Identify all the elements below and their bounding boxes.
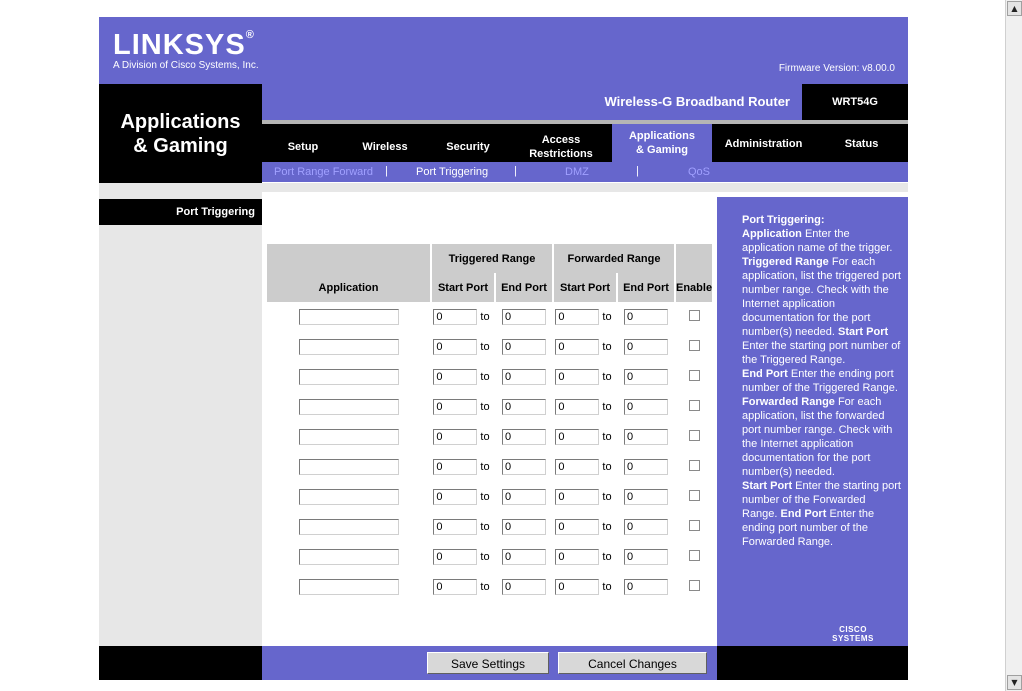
subnav-separator: | — [636, 165, 639, 177]
forwarded-start-port-input[interactable] — [555, 579, 599, 595]
forwarded-end-port-input[interactable] — [624, 339, 668, 355]
triggered-end-port-input[interactable] — [502, 429, 546, 445]
tab-applications-gaming[interactable]: Applications & Gaming — [612, 124, 712, 162]
help-term: Start Port — [838, 326, 889, 338]
router-admin-page — [99, 17, 908, 680]
scroll-down-icon[interactable]: ▼ — [1007, 675, 1022, 690]
forwarded-start-port-input[interactable] — [555, 339, 599, 355]
table-body — [267, 302, 712, 602]
application-name-input[interactable] — [299, 339, 399, 355]
help-description: Enter the ending port number of the Forwarded Range. — [742, 508, 875, 548]
to-label: to — [480, 461, 490, 473]
tab-setup[interactable]: Setup — [287, 141, 319, 153]
triggered-end-port-input[interactable] — [502, 309, 546, 325]
triggered-end-port-input[interactable] — [502, 459, 546, 475]
help-term: End Port — [780, 508, 827, 520]
triggered-range-header: Triggered Range — [432, 244, 552, 273]
to-label: to — [602, 491, 612, 503]
application-name-input[interactable] — [299, 459, 399, 475]
triggered-end-header: End Port — [496, 273, 552, 302]
help-term: Forwarded Range — [742, 396, 835, 408]
to-label: to — [480, 401, 490, 413]
table-header-blank — [267, 244, 430, 273]
header-banner — [99, 17, 908, 84]
subnav-port-range-forward[interactable]: Port Range Forward — [274, 166, 374, 178]
application-name-input[interactable] — [299, 549, 399, 565]
triggered-start-port-input[interactable] — [433, 369, 477, 385]
help-description: For each application, list the forwarded port number range. Check with the Internet application documentation for the port number(s) needed. — [742, 396, 893, 478]
content-area — [262, 192, 717, 646]
enable-checkbox[interactable] — [689, 400, 700, 411]
help-term: Application — [742, 228, 802, 240]
help-description: Enter the starting port number of the Forwarded Range. — [742, 480, 901, 520]
section-title: Applications & Gaming — [99, 84, 262, 183]
subnav-separator: | — [514, 165, 517, 177]
table-header-blank — [676, 244, 712, 273]
subnav-qos[interactable]: QoS — [688, 166, 711, 178]
forwarded-end-port-input[interactable] — [624, 549, 668, 565]
left-column — [99, 183, 262, 646]
to-label: to — [480, 581, 490, 593]
port-triggering-table — [265, 244, 714, 602]
sub-navigation — [262, 162, 908, 182]
enable-header: Enable — [676, 273, 712, 302]
content-top-strip — [262, 183, 908, 192]
triggered-start-header: Start Port — [432, 273, 494, 302]
to-label: to — [602, 311, 612, 323]
triggered-start-port-input[interactable] — [433, 489, 477, 505]
linksys-logo: LINKSYS® — [113, 29, 255, 61]
to-label: to — [480, 311, 490, 323]
table-row — [267, 452, 712, 482]
help-term: Start Port — [742, 480, 793, 492]
enable-checkbox[interactable] — [689, 520, 700, 531]
application-name-input[interactable] — [299, 399, 399, 415]
enable-checkbox[interactable] — [689, 550, 700, 561]
tab-security[interactable]: Security — [446, 141, 490, 153]
tab-status[interactable]: Status — [844, 138, 879, 150]
forwarded-start-port-input[interactable] — [555, 399, 599, 415]
triggered-start-port-input[interactable] — [433, 549, 477, 565]
triggered-end-port-input[interactable] — [502, 339, 546, 355]
triggered-start-port-input[interactable] — [433, 309, 477, 325]
to-label: to — [480, 551, 490, 563]
left-section-label: Port Triggering — [99, 199, 262, 225]
subnav-port-triggering[interactable]: Port Triggering — [416, 166, 489, 178]
help-text — [742, 213, 904, 549]
triggered-end-port-input[interactable] — [502, 579, 546, 595]
forwarded-start-port-input[interactable] — [555, 459, 599, 475]
to-label: to — [480, 371, 490, 383]
help-description: Enter the application name of the trigger. — [742, 228, 893, 254]
application-name-input[interactable] — [299, 309, 399, 325]
forwarded-start-header: Start Port — [554, 273, 616, 302]
enable-checkbox[interactable] — [689, 310, 700, 321]
enable-checkbox[interactable] — [689, 430, 700, 441]
vertical-scrollbar[interactable] — [1005, 0, 1022, 691]
triggered-start-port-input[interactable] — [433, 579, 477, 595]
forwarded-end-port-input[interactable] — [624, 489, 668, 505]
help-description: Enter the ending port number of the Triggered Range. — [742, 368, 898, 394]
triggered-start-port-input[interactable] — [433, 459, 477, 475]
table-row — [267, 332, 712, 362]
tab-administration[interactable]: Administration — [724, 138, 803, 150]
save-settings-button[interactable]: Save Settings — [427, 652, 549, 674]
triggered-start-port-input[interactable] — [433, 429, 477, 445]
to-label: to — [602, 401, 612, 413]
enable-checkbox[interactable] — [689, 460, 700, 471]
product-bar — [262, 84, 802, 120]
table-row — [267, 482, 712, 512]
application-name-input[interactable] — [299, 369, 399, 385]
forwarded-end-port-input[interactable] — [624, 399, 668, 415]
table-row — [267, 542, 712, 572]
application-name-input[interactable] — [299, 429, 399, 445]
help-description: For each application, list the triggered port number range. Check with the Internet application documentation for the port number(s) needed. — [742, 256, 901, 338]
table-row — [267, 512, 712, 542]
to-label: to — [602, 371, 612, 383]
forwarded-start-port-input[interactable] — [555, 549, 599, 565]
tab-wireless[interactable]: Wireless — [362, 141, 408, 153]
triggered-end-port-input[interactable] — [502, 399, 546, 415]
cisco-logo: CISCO SYSTEMS — [817, 613, 889, 663]
to-label: to — [480, 341, 490, 353]
scroll-up-icon[interactable]: ▲ — [1007, 1, 1022, 16]
forwarded-end-port-input[interactable] — [624, 429, 668, 445]
product-name: Wireless-G Broadband Router — [604, 94, 790, 109]
to-label: to — [480, 491, 490, 503]
enable-checkbox[interactable] — [689, 340, 700, 351]
to-label: to — [602, 431, 612, 443]
model-label: WRT54G — [802, 84, 908, 120]
application-name-input[interactable] — [299, 579, 399, 595]
forwarded-start-port-input[interactable] — [555, 369, 599, 385]
application-name-input[interactable] — [299, 519, 399, 535]
cancel-changes-button[interactable]: Cancel Changes — [558, 652, 707, 674]
table-row — [267, 392, 712, 422]
triggered-end-port-input[interactable] — [502, 549, 546, 565]
main-tabs — [262, 124, 908, 162]
forwarded-start-port-input[interactable] — [555, 519, 599, 535]
to-label: to — [602, 521, 612, 533]
footer-button-bar — [262, 646, 717, 680]
to-label: to — [602, 461, 612, 473]
to-label: to — [602, 341, 612, 353]
enable-checkbox[interactable] — [689, 490, 700, 501]
help-description: Enter the starting port number of the Triggered Range. — [742, 340, 901, 366]
table-row — [267, 362, 712, 392]
forwarded-end-header: End Port — [618, 273, 674, 302]
application-name-input[interactable] — [299, 489, 399, 505]
table-row — [267, 422, 712, 452]
forwarded-start-port-input[interactable] — [555, 309, 599, 325]
tab-access-restrictions[interactable]: Access Restrictions — [529, 134, 593, 160]
triggered-end-port-input[interactable] — [502, 489, 546, 505]
help-panel — [717, 197, 908, 646]
forwarded-start-port-input[interactable] — [555, 429, 599, 445]
triggered-end-port-input[interactable] — [502, 369, 546, 385]
table-row — [267, 572, 712, 602]
forwarded-end-port-input[interactable] — [624, 309, 668, 325]
forwarded-end-port-input[interactable] — [624, 579, 668, 595]
firmware-version: Firmware Version: v8.00.0 — [778, 63, 895, 74]
to-label: to — [602, 581, 612, 593]
triggered-start-port-input[interactable] — [433, 339, 477, 355]
forwarded-range-header: Forwarded Range — [554, 244, 674, 273]
help-term: End Port — [742, 368, 788, 380]
forwarded-end-port-input[interactable] — [624, 519, 668, 535]
subnav-dmz[interactable]: DMZ — [565, 166, 589, 178]
triggered-start-port-input[interactable] — [433, 399, 477, 415]
table-row — [267, 302, 712, 332]
triggered-start-port-input[interactable] — [433, 519, 477, 535]
to-label: to — [480, 431, 490, 443]
forwarded-start-port-input[interactable] — [555, 489, 599, 505]
to-label: to — [480, 521, 490, 533]
enable-checkbox[interactable] — [689, 580, 700, 591]
enable-checkbox[interactable] — [689, 370, 700, 381]
help-term: Triggered Range — [742, 256, 829, 268]
logo-subtitle: A Division of Cisco Systems, Inc. — [113, 60, 259, 71]
to-label: to — [602, 551, 612, 563]
forwarded-end-port-input[interactable] — [624, 459, 668, 475]
forwarded-end-port-input[interactable] — [624, 369, 668, 385]
triggered-end-port-input[interactable] — [502, 519, 546, 535]
application-header: Application — [267, 273, 430, 302]
subnav-separator: | — [385, 165, 388, 177]
help-term: Port Triggering: — [742, 214, 825, 226]
